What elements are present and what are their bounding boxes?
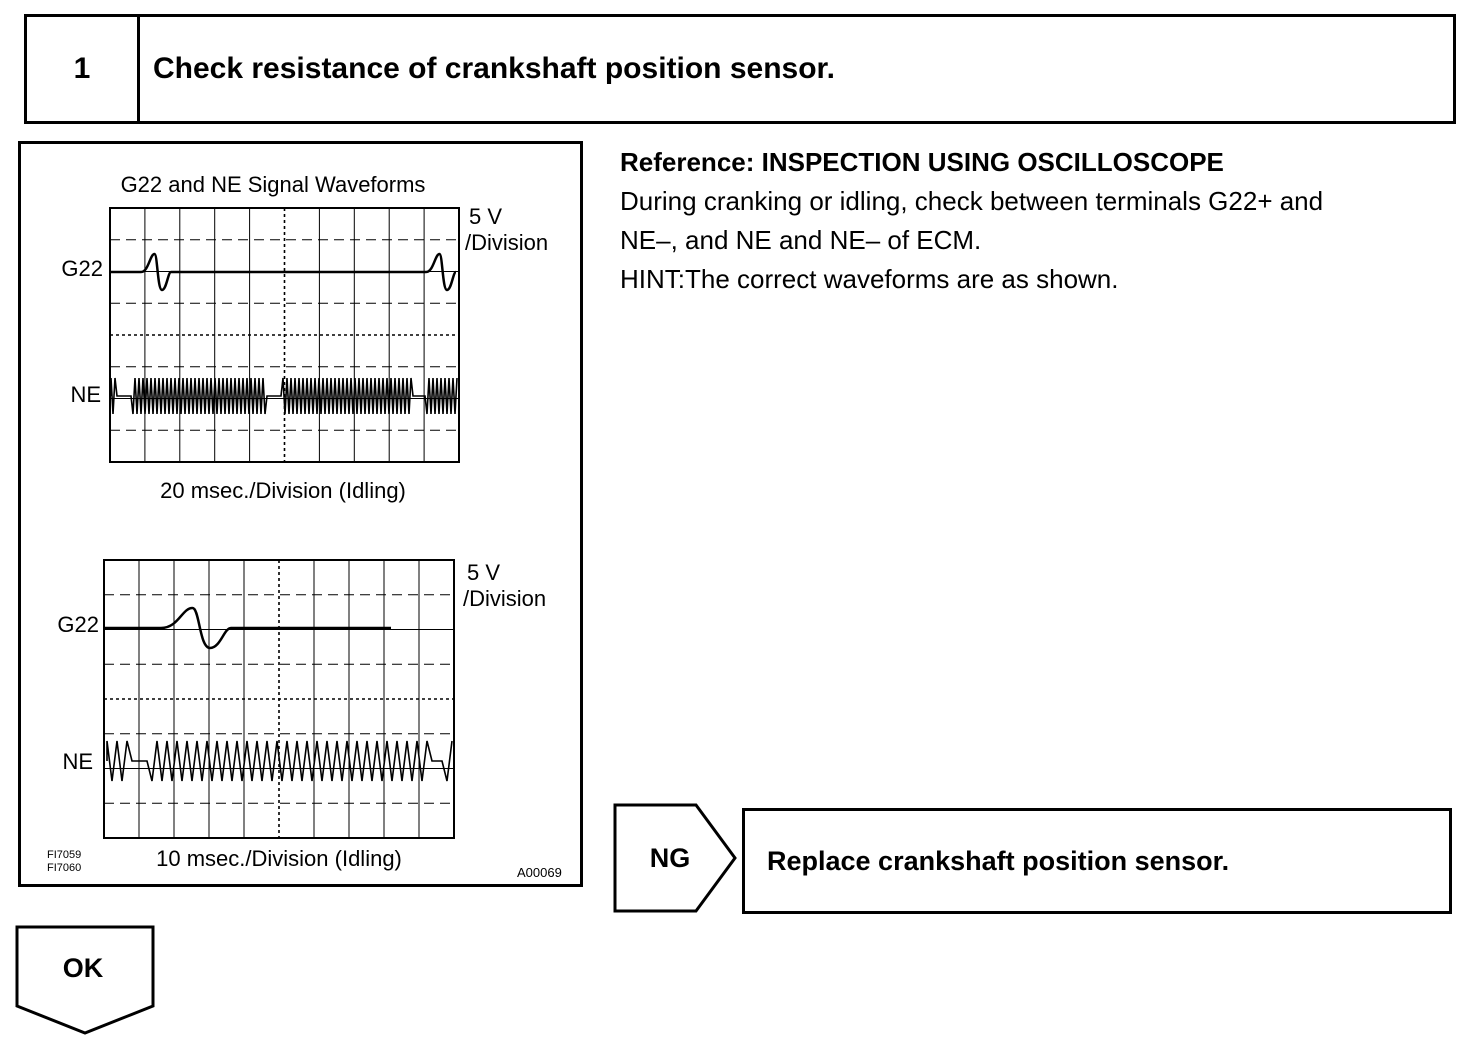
scope-top-caption: 20 msec./Division (Idling): [160, 478, 406, 503]
waveform-figure: [18, 141, 583, 887]
scope-bottom-caption: 10 msec./Division (Idling): [156, 846, 402, 871]
figure-title: G22 and NE Signal Waveforms: [120, 172, 426, 197]
ng-label: NG: [649, 842, 691, 873]
scope-top-volts-value: 5 V: [469, 204, 503, 229]
reference-line-3: HINT:The correct waveforms are as shown.: [620, 264, 1119, 294]
scope-bottom: [57, 560, 546, 871]
scope-top: [61, 204, 548, 503]
ok-label: OK: [62, 952, 104, 983]
reference-heading: Reference: INSPECTION USING OSCILLOSCOPE: [620, 147, 1224, 177]
figure-code-2: FI7060: [47, 862, 82, 874]
step-header: [24, 14, 1456, 124]
scope-top-volts-unit: /Division: [465, 230, 549, 255]
scope-bottom-grid: [104, 560, 454, 838]
scope-top-ne-trace: [111, 378, 457, 414]
scope-top-grid: [110, 208, 459, 462]
step-number: 1: [27, 17, 140, 121]
scope-bottom-ne-label: NE: [62, 749, 93, 774]
reference-line-1: During cranking or idling, check between terminals G22+ and: [620, 186, 1324, 216]
step-title: Check resistance of crankshaft position sensor.: [153, 52, 835, 85]
figure-code-1: FI7059: [47, 849, 82, 861]
scope-top-ne-label: NE: [70, 382, 101, 407]
reference-line-2: NE–, and NE and NE– of ECM.: [620, 225, 982, 255]
ng-action-box: [742, 808, 1452, 914]
ng-action-text: Replace crankshaft position sensor.: [767, 845, 1230, 876]
scope-top-g22-label: G22: [61, 256, 103, 281]
waveform-figure-svg: [21, 144, 580, 884]
reference-body: [620, 182, 1465, 299]
reference-block: [620, 143, 1465, 299]
scope-bottom-volts-value: 5 V: [467, 560, 501, 585]
scope-bottom-g22-label: G22: [57, 612, 99, 637]
scope-bottom-g22-trace: [104, 608, 391, 648]
figure-code-ref: A00069: [517, 865, 562, 880]
scope-bottom-volts-unit: /Division: [463, 586, 547, 611]
